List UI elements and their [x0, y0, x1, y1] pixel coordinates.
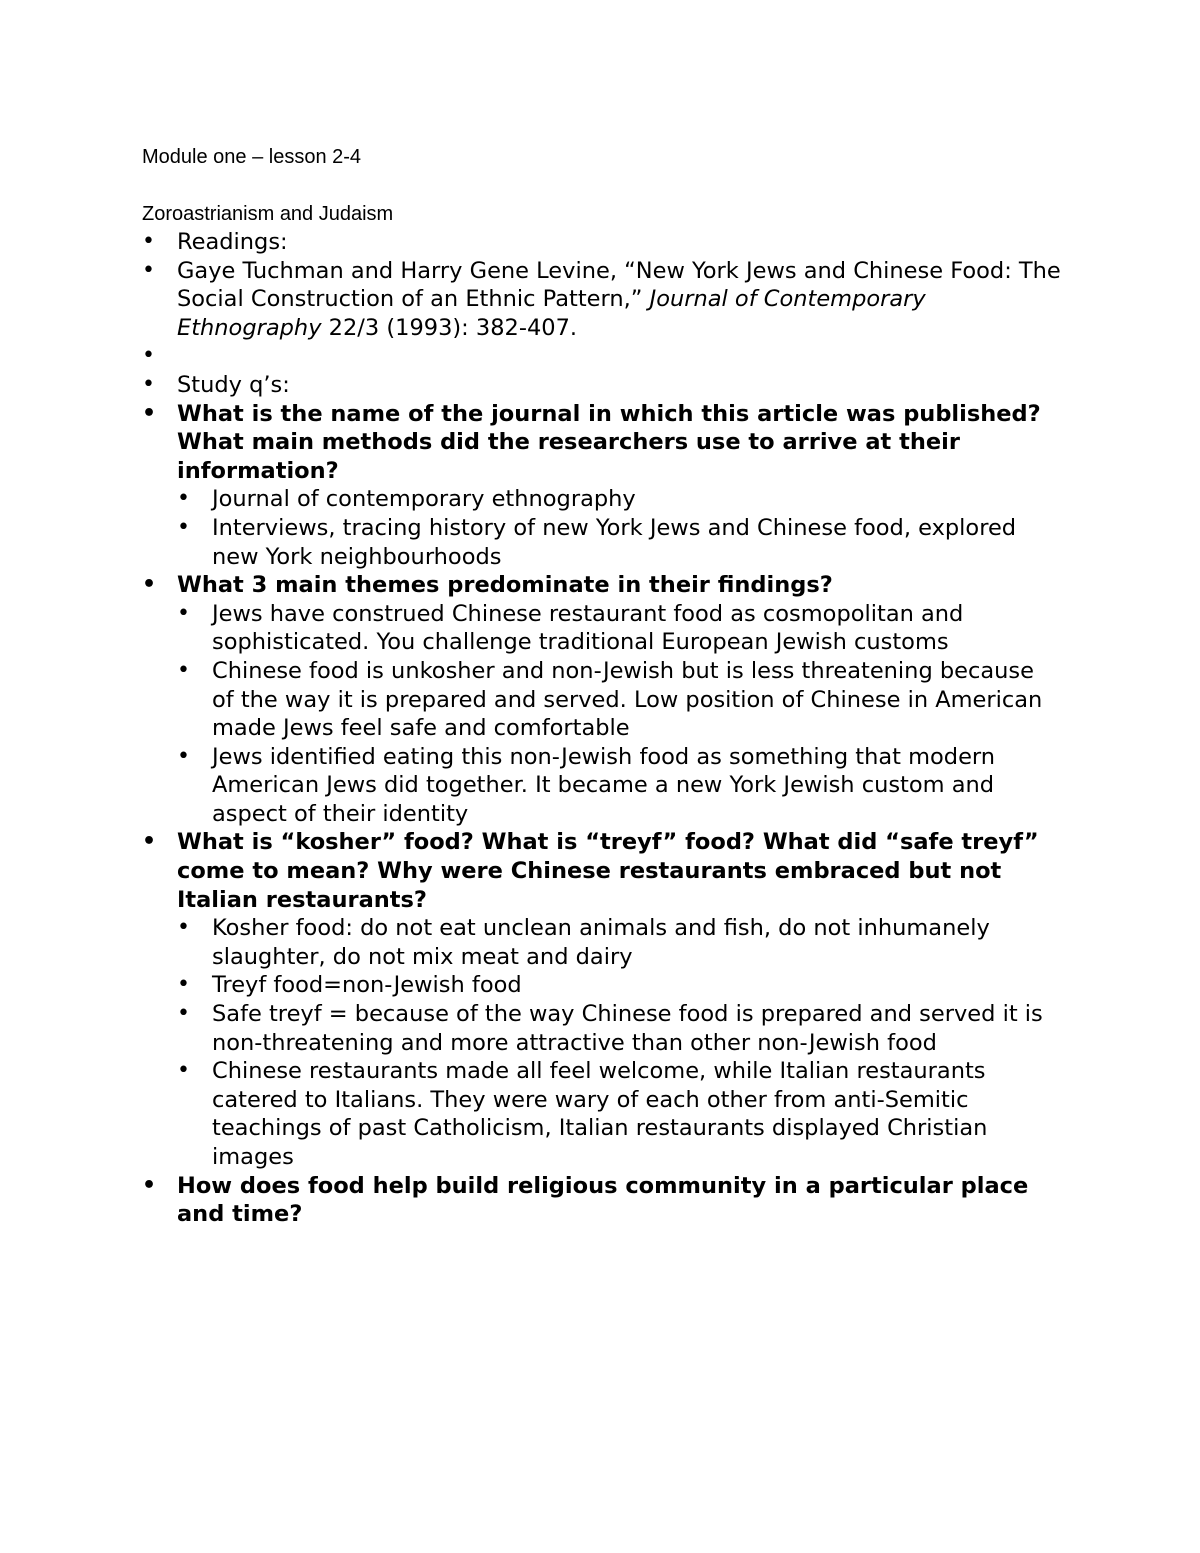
- answer-item: [142, 1057, 1062, 1171]
- answers-2: [142, 600, 1062, 829]
- answer-list: [142, 600, 1062, 829]
- answer-text: Chinese food is unkosher and non-Jewish but is less threatening because of the way it is prepared and served. Low position of Chinese in American made Jews feel safe and comfortable: [212, 657, 1043, 742]
- bullet-icon: •: [177, 915, 190, 941]
- bullet-icon: •: [177, 743, 190, 769]
- answer-item: [142, 743, 1062, 829]
- bullet-icon: •: [142, 572, 157, 598]
- answers-3: [142, 914, 1062, 1171]
- answer-item: [142, 914, 1062, 971]
- answer-text: Kosher food: do not eat unclean animals and fish, do not inhumanely slaughter, do not mix meat and dairy: [212, 915, 990, 970]
- bullet-icon: •: [142, 343, 155, 369]
- bullet-icon: •: [177, 1058, 190, 1084]
- document-subtitle: Zoroastrianism and Judaism: [142, 203, 394, 225]
- list-item-citation: [142, 257, 1062, 343]
- answer-item: [142, 600, 1062, 657]
- answer-text: Safe treyf = because of the way Chinese food is prepared and served it is non-threatening and more attractive than other non-Jewish food: [212, 1001, 1043, 1056]
- answers-1: [142, 485, 1062, 571]
- answer-text: Treyf food=non-Jewish food: [212, 972, 522, 999]
- bullet-icon: •: [177, 486, 190, 512]
- question-text: What is “kosher” food? What is “treyf” food? What did “safe treyf” come to mean? Why were Chinese restaurants embraced but not Italian restaurants?: [177, 829, 1039, 913]
- answer-item: [142, 971, 1062, 1000]
- answer-text: Jews have construed Chinese restaurant food as cosmopolitan and sophisticated. You challenge traditional European Jewish customs: [212, 600, 964, 656]
- answer-text: Chinese restaurants made all feel welcome, while Italian restaurants catered to Italians. They were wary of each other from anti-Semitic teachings of past Catholicism, Italian restaurants displayed Christian images: [212, 1058, 988, 1170]
- question-2: [142, 571, 1062, 600]
- answer-item: [142, 514, 1062, 571]
- citation-details: 22/3 (1993): 382-407.: [321, 314, 578, 341]
- bullet-icon: •: [142, 400, 157, 426]
- answer-text: Interviews, tracing history of new York Jews and Chinese food, explored new York neighbourhoods: [212, 514, 1017, 570]
- question-text: How does food help build religious community in a particular place and time?: [177, 1172, 1029, 1228]
- answer-text: Journal of contemporary ethnography: [212, 486, 636, 513]
- list-item-readings: [142, 228, 1062, 257]
- document-title: Module one – lesson 2-4: [142, 146, 362, 168]
- question-1: [142, 400, 1062, 486]
- answer-item: [142, 485, 1062, 514]
- readings-label: Readings:: [177, 229, 288, 255]
- list-item-empty: [142, 342, 1062, 371]
- answer-item: [142, 657, 1062, 743]
- citation-journal: Journal of Contemporary Ethnography: [177, 286, 926, 341]
- answer-list: [142, 914, 1062, 1171]
- bullet-icon: •: [177, 600, 190, 626]
- notes-list: [142, 228, 1062, 1229]
- answer-item: [142, 1000, 1062, 1057]
- study-label: Study q’s:: [177, 371, 290, 398]
- question-text: What is the name of the journal in which this article was published? What main methods did the researchers use to arrive at their information?: [177, 400, 1041, 484]
- question-text: What 3 main themes predominate in their findings?: [177, 572, 833, 599]
- bullet-icon: •: [177, 514, 190, 540]
- answer-text: Jews identified eating this non-Jewish food as something that modern American Jews did together. It became a new York Jewish custom and aspect of their identity: [212, 743, 996, 827]
- bullet-icon: •: [142, 1172, 157, 1198]
- question-4: [142, 1172, 1062, 1229]
- bullet-icon: •: [177, 657, 190, 683]
- answer-list: [142, 485, 1062, 571]
- bullet-icon: •: [142, 829, 157, 855]
- list-item-study: [142, 371, 1062, 400]
- citation-text: Gaye Tuchman and Harry Gene Levine, “New York Jews and Chinese Food: The Social Construction of an Ethnic Pattern,”: [177, 257, 1061, 313]
- bullet-icon: •: [142, 257, 155, 283]
- question-3: [142, 828, 1062, 914]
- bullet-icon: •: [177, 972, 190, 998]
- bullet-icon: •: [177, 1001, 190, 1027]
- bullet-icon: •: [142, 371, 155, 397]
- bullet-icon: •: [142, 229, 155, 254]
